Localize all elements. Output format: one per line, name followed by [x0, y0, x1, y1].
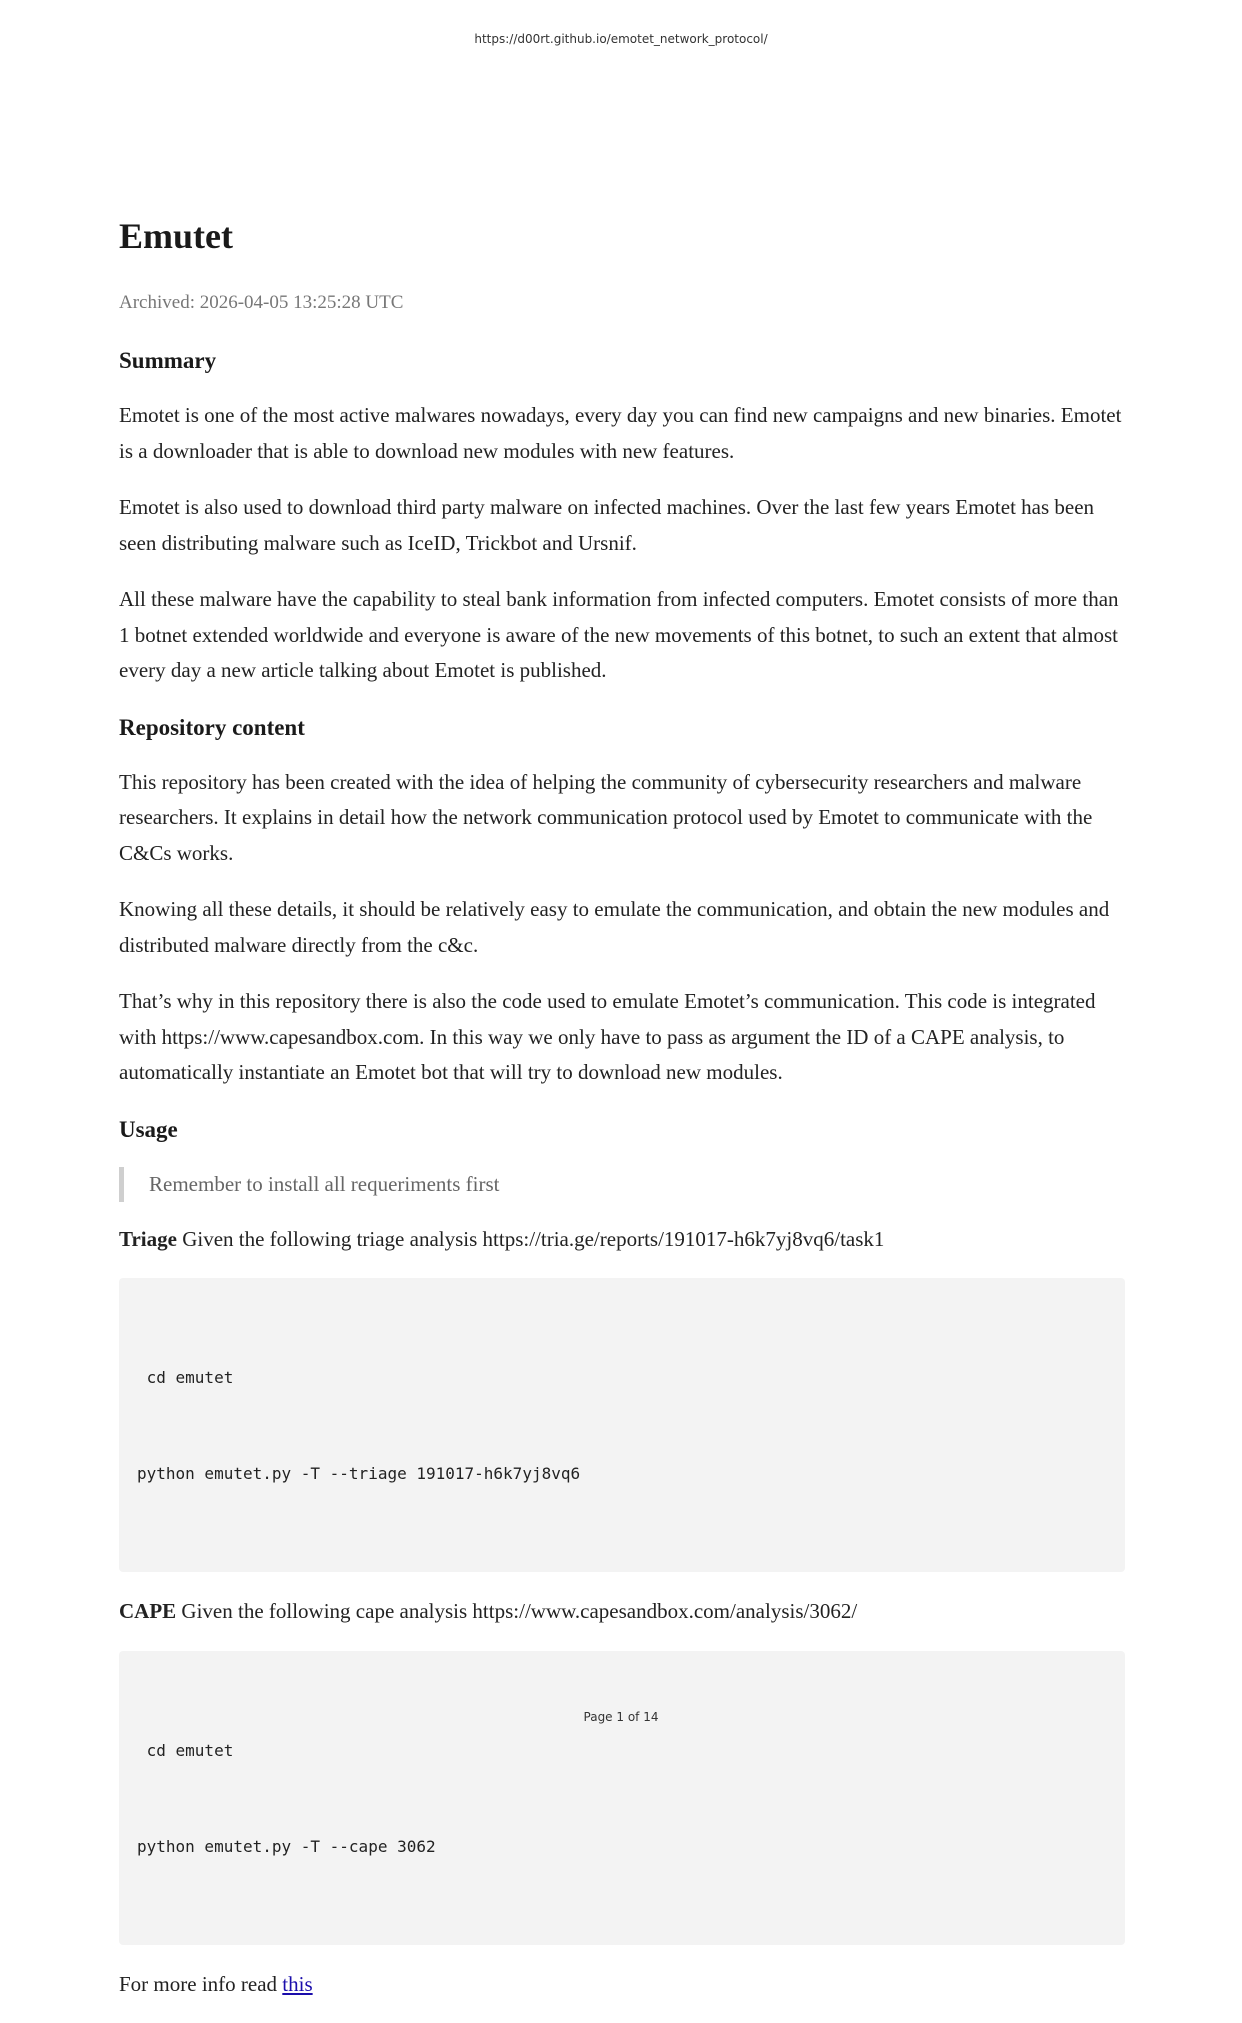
more-info-link[interactable]: this [282, 1971, 313, 1996]
repository-paragraph-1: This repository has been created with the idea of helping the community of cybersecurity researchers and malware researchers. It explains in detail how the network communication protocol used by Emotet to communicate with the C&Cs works. [119, 769, 1093, 865]
repository-paragraph-2: Knowing all these details, it should be relatively easy to emulate the communication, and obtain the new modules and distributed malware directly from the c&c. [119, 897, 1110, 957]
summary-paragraph-2: Emotet is also used to download third party malware on infected machines. Over the last few years Emotet has been seen distributing malware such as IceID, Trickbot and Ursnif. [119, 495, 1095, 555]
code-line: python emutet.py -T --cape 3062 [137, 1836, 436, 1856]
cape-label: CAPE [119, 1599, 177, 1623]
page-number: Page 1 of 14 [583, 1710, 659, 1724]
article-content [119, 210, 1125, 2023]
triage-label: Triage [119, 1226, 177, 1251]
repository-paragraph-3: That’s why in this repository there is also the code used to emulate Emotet’s communication. This code is integrated with https://www.capesandbox.com. In this way we only have to pass as argument the ID of a CAPE analysis, to automatically instantiate an Emotet bot that will try to download new modules. [119, 989, 1096, 1084]
triage-text: Given the following triage analysis https://tria.ge/reports/191017-h6k7yj8vq6/task1 [176, 1226, 885, 1251]
cape-paragraph [119, 1594, 1125, 1630]
code-line: python emutet.py -T --triage 191017-h6k7yj8vq6 [137, 1464, 581, 1483]
more-info-paragraph [119, 1967, 1125, 2003]
archived-timestamp: Archived: 2026-04-05 13:25:28 UTC [119, 292, 404, 313]
code-line: cd emutet [137, 1368, 234, 1387]
page-title: Emutet [119, 216, 233, 256]
cape-text: Given the following cape analysis https://www.capesandbox.com/analysis/3062/ [176, 1599, 858, 1623]
cape-code-block[interactable] [119, 1651, 1125, 1945]
code-line: cd emutet [137, 1740, 234, 1760]
summary-paragraph-1: Emotet is one of the most active malwares nowadays, every day you can find new campaigns and new binaries. Emotet is a downloader that is able to download new modules with new features. [119, 403, 1122, 463]
summary-heading: Summary [119, 348, 217, 373]
triage-code-block[interactable] [119, 1278, 1125, 1572]
triage-paragraph [119, 1222, 1125, 1258]
more-info-text: For more info read [119, 1971, 283, 1996]
repository-heading: Repository content [119, 714, 305, 740]
install-note-text: Remember to install all requeriments first [149, 1171, 500, 1196]
page-url-header: https://d00rt.github.io/emotet_network_protocol/ [474, 32, 768, 46]
usage-heading: Usage [119, 1116, 178, 1142]
summary-paragraph-3: All these malware have the capability to steal bank information from infected computers. Emotet consists of more than 1 botnet extended worldwide and everyone is aware of the new movements of this botnet, to such an extent that almost every day a new article talking about Emotet is published. [119, 587, 1119, 682]
install-note-blockquote [119, 1167, 1125, 1202]
